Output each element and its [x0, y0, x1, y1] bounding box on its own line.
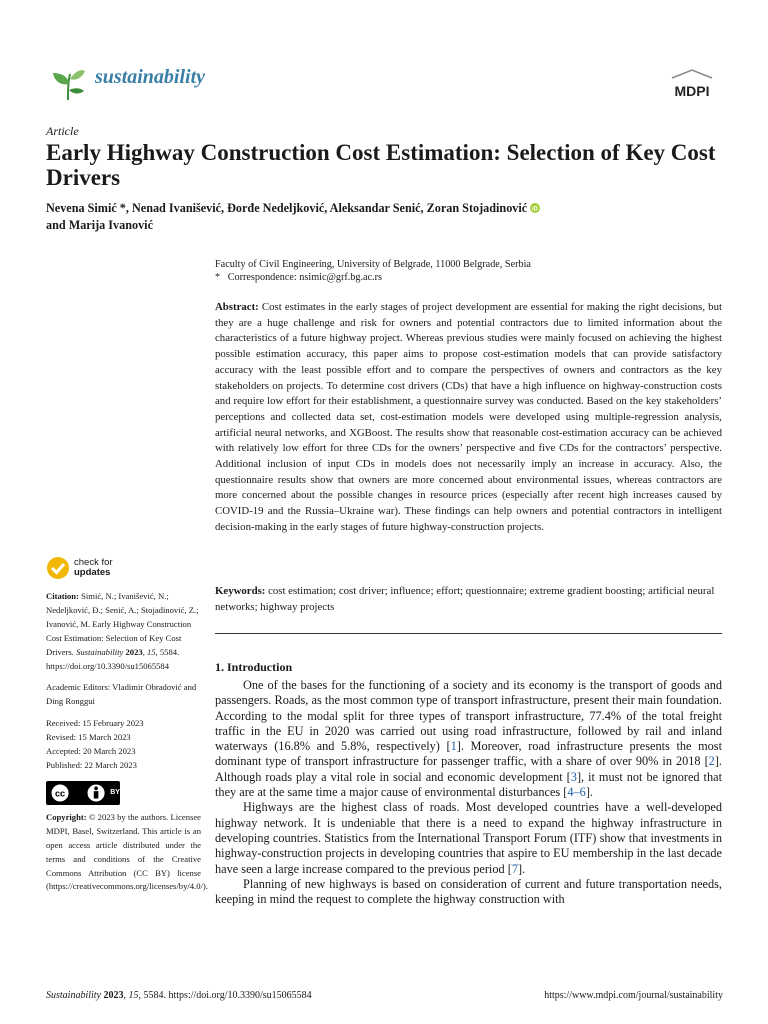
abstract: [215, 300, 722, 536]
footer-citation: Sustainability 2023, 15, 5584. https://doi.org/10.3390/su15065584: [46, 990, 312, 1001]
citation-link-3[interactable]: 3: [570, 769, 577, 784]
abstract-label: Abstract:: [215, 301, 259, 313]
revised-date: Revised: 15 March 2023: [46, 732, 131, 743]
divider: [215, 633, 722, 634]
citation-doi[interactable]: 5584. https://doi.org/10.3390/su15065584: [46, 646, 180, 671]
citation-link-1[interactable]: 1: [450, 739, 457, 754]
authors-line-1: Nevena Simić *, Nenad Ivanišević, Đorđe Nedeljković, Aleksandar Senić, Zoran Stojadinović: [46, 201, 528, 215]
authors-line-2: and Marija Ivanović: [46, 218, 153, 232]
citation-link-4-6[interactable]: 4–6: [567, 785, 586, 800]
check-for-updates-icon: [46, 556, 70, 580]
citation-link-2[interactable]: 2: [708, 754, 715, 769]
paragraph-1: One of the bases for the functioning of a society and its economy is the transport of goods and passengers. Roads, as the most common type of transport infrastructure, present their main foundation. According to the modal split for three types of transport infrastructure, 77.4% of the total freight traffic in the EU in 2020 was carried out using road infrastructure, followed by rail and inland waterways (16.8% and 5.8%, respectively) [1]. Moreover, road infrastructure presents the most dominant type of transport infrastructure for passenger traffic, with a share of over 90% in 2018 [2]. Although roads play a vital role in social and economic development [3], it must not be ignored that they are at the same time a major cause of environmental disturbances [4–6].: [215, 678, 722, 800]
author-list: [46, 200, 726, 234]
citation-label: Citation:: [46, 591, 79, 601]
copyright-block: [46, 811, 208, 894]
mdpi-logo-text: MDPI: [674, 83, 710, 99]
svg-text:iD: iD: [532, 206, 539, 213]
cc-icon: [49, 781, 71, 805]
accepted-date: Accepted: 20 March 2023: [46, 746, 136, 757]
cc-by-text: BY: [110, 788, 120, 796]
sidebar: [46, 556, 208, 902]
published-date: Published: 22 March 2023: [46, 759, 137, 770]
orcid-icon[interactable]: [530, 203, 540, 213]
keywords-text: cost estimation; cost driver; influence; effort; questionnaire; extreme gradient boosting; artificial neural networks; highway projects: [215, 585, 715, 613]
check-for-updates-line1: check for: [74, 557, 113, 568]
correspondence: Correspondence: nsimic@grf.bg.ac.rs: [227, 272, 382, 283]
mdpi-logo[interactable]: [664, 68, 720, 106]
cc-by-license-badge[interactable]: [46, 781, 120, 805]
check-for-updates-button[interactable]: [46, 556, 201, 580]
journal-name[interactable]: sustainability: [95, 66, 206, 88]
citation-link-7[interactable]: 7: [511, 861, 518, 876]
journal-leaf-logo: [48, 64, 88, 104]
copyright-label: Copyright:: [46, 811, 87, 822]
dates-block: [46, 717, 201, 773]
article-type-label: Article: [46, 124, 79, 138]
section-heading: 1. Introduction: [215, 660, 293, 674]
citation-block: Citation: Simić, N.; Ivanišević, N.; Nedeljković, Đ.; Senić, A.; Stojadinović, Z.; Ivanović, M. Early Highway Construction Cost Estimation: Selection of Key Cost Drivers. Sustainability 2023, 15, 5584. https://doi.org/10.3390/su15065584: [46, 591, 199, 671]
svg-text:cc: cc: [54, 788, 66, 799]
check-for-updates-line2: updates: [74, 567, 111, 578]
keywords-label: Keywords:: [215, 585, 266, 597]
keywords: [215, 584, 722, 615]
affiliation: Faculty of Civil Engineering, University of Belgrade, 11000 Belgrade, Serbia: [215, 259, 531, 270]
copyright-text: © 2023 by the authors. Licensee MDPI, Basel, Switzerland. This article is an open access article distributed under the terms and conditions of the Creative Commons Attribution (CC BY) license (https://creativecommons.org/licenses/by/4.0/).: [46, 811, 208, 892]
article-title: Early Highway Construction Cost Estimation: Selection of Key Cost Drivers: [46, 140, 716, 190]
paragraph-3: Planning of new highways is based on consideration of current and future transportation needs, keeping in mind the request to complete the highway construction with: [215, 876, 722, 907]
section-body: [215, 678, 722, 907]
abstract-text: Cost estimates in the early stages of project development are essential for making the right decisions, but they are a huge challenge and risk for owners and potential contractors due to limited information about the characteristics of a future highway project. Whereas previous studies were mainly focused on achieving the highest possible estimation accuracy, this paper aims to propose cost-estimation models that can provide satisfactory accuracy with the least possible effort and to compare the perspectives of owners and contractors as the key stakeholders on projects. To determine cost drivers (CDs) that have a high influence on highway-construction costs and require low effort for their establishment, a questionnaire survey was conducted. Based on the key stakeholders’ perceptions and collected data set, cost-estimation models were developed using multiple-regression analysis, artificial neural networks, and XGBoost. The results show that reasonable cost-estimation accuracy can be achieved with relatively low effort for three CDs for the owners’ perspective and five CDs for the contractors’ perspective. Additional inclusion of input CDs in models does not necessarily imply an increase in accuracy. Also, the questionnaire results show that owners are more concerned about environmental issues, whereas contractors are more concerned about the possible changes in resource prices (especially after recent high increases caused by COVID-19 and the Russia–Ukraine war). These findings can help owners and potential contractors in intelligent decision-making in the early stages of future highway-construction projects.: [215, 301, 722, 533]
correspondence-mark: *: [215, 272, 221, 283]
affiliation-block: [215, 258, 725, 284]
footer-journal-url[interactable]: https://www.mdpi.com/journal/sustainability: [544, 990, 723, 1001]
citation-journal: Sustainability: [76, 646, 124, 657]
academic-editors: Academic Editors: Vladimir Obradović and Ding Ronggui: [46, 682, 197, 707]
attribution-icon: [85, 781, 107, 805]
paragraph-2: Highways are the highest class of roads. Most developed countries have a well-developed highway network. It is undeniable that there is a need to expand the highway infrastructure in developing countries. Statistics from the International Transport Forum (ITF) show that investments in highway-construction projects in developing countries that aspire to EU membership in the last decade have seen a large increase compared to the previous period [7].: [215, 800, 722, 876]
received-date: Received: 15 February 2023: [46, 718, 144, 729]
